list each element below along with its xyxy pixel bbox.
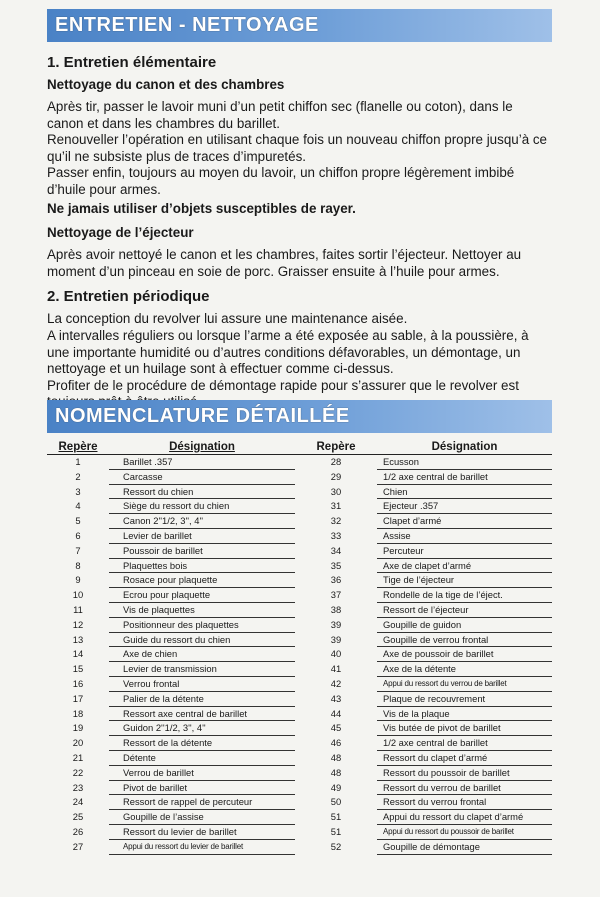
repere-left: 16 — [72, 677, 84, 689]
repere-right: 51 — [330, 825, 342, 837]
designation-left: Canon 2''1/2, 3'', 4'' — [109, 514, 295, 529]
repere-left: 6 — [75, 529, 81, 541]
designation-left: Carcasse — [109, 470, 295, 485]
table-row — [47, 825, 552, 840]
designation-left: Verrou frontal — [109, 677, 295, 692]
table-body — [47, 455, 552, 855]
designation-right: Chien — [377, 485, 552, 500]
repere-left: 5 — [75, 515, 81, 527]
repere-left: 14 — [72, 648, 84, 660]
repere-left: 1 — [75, 456, 81, 467]
table-row — [47, 485, 552, 500]
table-row — [47, 514, 552, 529]
header-repere-right: Repère — [295, 439, 377, 455]
designation-right: Ejecteur .357 — [377, 499, 552, 514]
designation-left: Poussoir de barillet — [109, 544, 295, 559]
paragraph-conception: La conception du revolver lui assure une maintenance aisée. — [47, 311, 408, 327]
repere-left: 2 — [75, 470, 81, 482]
repere-right: 48 — [330, 751, 342, 763]
section-banner-entretien: ENTRETIEN - NETTOYAGE — [47, 9, 552, 42]
designation-right: Ressort du verrou de barillet — [377, 781, 552, 796]
designation-right: Percuteur — [377, 544, 552, 559]
designation-left: Détente — [109, 751, 295, 766]
designation-right: 1/2 axe central de barillet — [377, 736, 552, 751]
table-row — [47, 499, 552, 514]
table-row — [47, 662, 552, 677]
paragraph-passer-enfin: Passer enfin, toujours au moyen du lavoir, un chiffon propre légèrement imbibé d’huile pour armes. — [47, 165, 515, 197]
designation-left: Guide du ressort du chien — [109, 633, 295, 648]
repere-right: 40 — [330, 648, 342, 660]
designation-left: Ressort du levier de barillet — [109, 825, 295, 840]
table-row — [47, 692, 552, 707]
designation-right: Ressort de l’éjecteur — [377, 603, 552, 618]
repere-left: 15 — [72, 663, 84, 675]
table-row — [47, 781, 552, 796]
repere-left: 20 — [72, 737, 84, 749]
table-row — [47, 603, 552, 618]
table-row — [47, 618, 552, 633]
repere-right: 33 — [330, 529, 342, 541]
heading-entretien-elementaire: 1. Entretien élémentaire — [47, 54, 217, 71]
designation-left: Positionneur des plaquettes — [109, 618, 295, 633]
table-row — [47, 677, 552, 692]
designation-left: Levier de transmission — [109, 662, 295, 677]
table-row — [47, 470, 552, 485]
designation-right: Rondelle de la tige de l’éject. — [377, 588, 552, 603]
repere-left: 26 — [72, 825, 84, 837]
designation-right: Goupille de guidon — [377, 618, 552, 633]
designation-left: Ecrou pour plaquette — [109, 588, 295, 603]
repere-right: 42 — [330, 677, 342, 689]
designation-right: Axe de clapet d’armé — [377, 559, 552, 574]
designation-right: Ressort du clapet d’armé — [377, 751, 552, 766]
repere-left: 18 — [72, 707, 84, 719]
designation-right: 1/2 axe central de barillet — [377, 470, 552, 485]
designation-right: Vis butée de pivot de barillet — [377, 721, 552, 736]
table-row — [47, 736, 552, 751]
repere-right: 41 — [330, 663, 342, 675]
designation-left: Barillet .357 — [109, 455, 295, 470]
header-repere-left: Repère — [47, 439, 109, 455]
designation-right: Axe de poussoir de barillet — [377, 647, 552, 662]
repere-right: 29 — [330, 470, 342, 482]
repere-left: 10 — [72, 589, 84, 601]
designation-left: Ressort axe central de barillet — [109, 707, 295, 722]
repere-right: 46 — [330, 737, 342, 749]
repere-right: 48 — [330, 766, 342, 778]
designation-left: Guidon 2''1/2, 3'', 4'' — [109, 721, 295, 736]
table-row — [47, 795, 552, 810]
paragraph-apres-tir: Après tir, passer le lavoir muni d’un petit chiffon sec (flanelle ou coton), dans le canon et dans les chambres du barillet. — [47, 99, 513, 131]
repere-left: 11 — [73, 603, 83, 615]
designation-right: Appui du ressort du clapet d’armé — [377, 810, 552, 825]
designation-right: Ressort du poussoir de barillet — [377, 766, 552, 781]
repere-left: 17 — [72, 692, 84, 704]
repere-right: 31 — [330, 500, 342, 512]
table-row — [47, 559, 552, 574]
designation-right: Clapet d’armé — [377, 514, 552, 529]
designation-left: Ressort de rappel de percuteur — [109, 795, 295, 810]
repere-right: 39 — [330, 618, 342, 630]
table-row — [47, 529, 552, 544]
repere-left: 25 — [72, 811, 84, 823]
table-row — [47, 840, 552, 855]
designation-left: Goupille de l’assise — [109, 810, 295, 825]
designation-left: Axe de chien — [109, 647, 295, 662]
repere-left: 22 — [72, 766, 84, 778]
designation-right: Appui du ressort du poussoir de barillet — [377, 825, 552, 840]
table-row — [47, 544, 552, 559]
repere-left: 3 — [75, 485, 81, 497]
designation-right: Plaque de recouvrement — [377, 692, 552, 707]
paragraph-intervalles: A intervalles réguliers ou lorsque l’arme a été exposée au sable, à la poussière, à une importante humidité ou d’autres conditions défavorables, un démontage, un nettoyage et un huilage sont à effectuer comme ci-dessus. — [47, 327, 529, 377]
repere-left: 4 — [75, 500, 81, 512]
designation-right: Ecusson — [377, 455, 552, 470]
repere-right: 39 — [330, 633, 342, 645]
designation-left: Rosace pour plaquette — [109, 573, 295, 588]
paragraph-ejecteur: Après avoir nettoyé le canon et les chambres, faites sortir l’éjecteur. Nettoyer au moment d’un pinceau en soie de porc. Graisser ensuite à l’huile pour armes. — [47, 247, 522, 279]
subheading-canon-chambres: Nettoyage du canon et des chambres — [47, 77, 285, 92]
heading-entretien-periodique: 2. Entretien périodique — [47, 288, 210, 306]
designation-left: Appui du ressort du levier de barillet — [109, 840, 295, 855]
table-row — [47, 588, 552, 603]
designation-right: Goupille de verrou frontal — [377, 633, 552, 648]
repere-left: 23 — [72, 781, 84, 793]
designation-left: Levier de barillet — [109, 529, 295, 544]
table-row — [47, 721, 552, 736]
designation-right: Axe de la détente — [377, 662, 552, 677]
designation-right: Assise — [377, 529, 552, 544]
repere-left: 27 — [72, 840, 84, 852]
table-row — [47, 633, 552, 648]
repere-left: 7 — [75, 544, 81, 556]
repere-right: 52 — [330, 840, 342, 852]
repere-right: 50 — [330, 796, 342, 808]
repere-left: 24 — [72, 796, 84, 808]
table-row — [47, 707, 552, 722]
repere-left: 13 — [72, 633, 84, 645]
repere-left: 21 — [72, 751, 84, 763]
table-row — [47, 766, 552, 781]
designation-right: Tige de l’éjecteur — [377, 573, 552, 588]
repere-right: 45 — [330, 722, 342, 734]
header-designation-right: Désignation — [377, 439, 552, 455]
repere-right: 34 — [330, 544, 342, 556]
table-row — [47, 647, 552, 662]
table-row — [47, 751, 552, 766]
table-row — [47, 455, 552, 470]
table-header — [47, 439, 552, 455]
repere-left: 9 — [75, 574, 81, 586]
repere-left: 8 — [75, 559, 81, 571]
repere-left: 19 — [72, 722, 84, 734]
repere-right: 51 — [330, 811, 342, 823]
designation-right: Ressort du verrou frontal — [377, 795, 552, 810]
designation-left: Ressort du chien — [109, 485, 295, 500]
designation-left: Verrou de barillet — [109, 766, 295, 781]
repere-right: 32 — [330, 515, 342, 527]
table-row — [47, 810, 552, 825]
repere-right: 49 — [330, 781, 342, 793]
designation-left: Plaquettes bois — [109, 559, 295, 574]
entretien-content — [47, 54, 552, 411]
repere-right: 28 — [330, 456, 342, 467]
repere-right: 35 — [330, 559, 342, 571]
paragraph-profiter: Profiter de le procédure de démontage rapide pour s’assurer que le revolver est — [47, 377, 519, 393]
section-banner-nomenclature: NOMENCLATURE DÉTAILLÉE — [47, 400, 552, 433]
repere-right: 30 — [330, 485, 342, 497]
header-designation-left: Désignation — [109, 439, 295, 455]
designation-right: Goupille de démontage — [377, 840, 552, 855]
designation-left: Siège du ressort du chien — [109, 499, 295, 514]
designation-left: Palier de la détente — [109, 692, 295, 707]
repere-left: 12 — [72, 618, 84, 630]
repere-right: 37 — [330, 589, 342, 601]
designation-right: Appui du ressort du verrou de barillet — [377, 677, 552, 692]
table-row — [47, 573, 552, 588]
designation-left: Ressort de la détente — [109, 736, 295, 751]
subheading-ejecteur: Nettoyage de l’éjecteur — [47, 225, 194, 241]
repere-right: 44 — [330, 707, 342, 719]
repere-right: 43 — [330, 692, 342, 704]
designation-left: Pivot de barillet — [109, 781, 295, 796]
nomenclature-table — [47, 439, 552, 855]
designation-left: Vis de plaquettes — [109, 603, 295, 618]
repere-right: 36 — [330, 574, 342, 586]
repere-right: 38 — [330, 603, 342, 615]
warning-text: Ne jamais utiliser d’objets susceptibles de rayer. — [47, 200, 356, 216]
paragraph-renouveller: Renouveller l’opération en utilisant chaque fois un nouveau chiffon propre jusqu’à ce qu’il ne subsiste plus de traces d’impuretés. — [47, 132, 548, 164]
designation-right: Vis de la plaque — [377, 707, 552, 722]
